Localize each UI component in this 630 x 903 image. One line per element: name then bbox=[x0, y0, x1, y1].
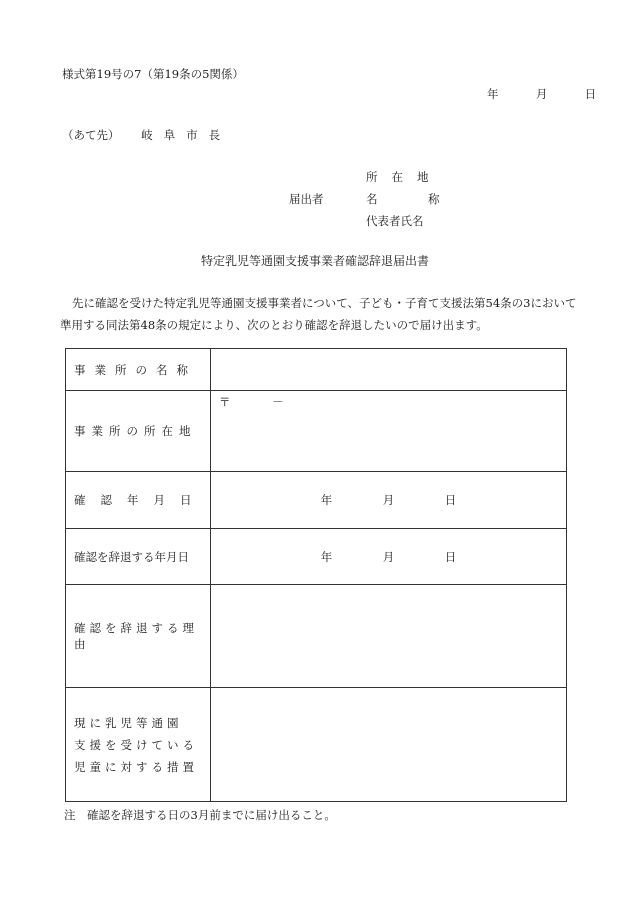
table-row bbox=[66, 585, 567, 688]
document-title: 特定乳児等通園支援事業者確認辞退届出書 bbox=[200, 254, 429, 268]
postal-mark: 〒 bbox=[219, 395, 231, 409]
address-label: 所在地 bbox=[366, 170, 443, 184]
name-label-b: 称 bbox=[428, 192, 440, 206]
body-text: 先に確認を受けた特定乳児等通園支援事業者について、子ども・子育て支援法第54条の3において準用する同法第48条の規定により、次のとおり確認を辞退したいので届け出ます。 bbox=[60, 296, 577, 332]
measures-field[interactable] bbox=[211, 688, 567, 802]
table-row bbox=[66, 391, 567, 472]
header-date-day: 日 bbox=[584, 87, 597, 101]
row-label-reason: 確認を辞退する理由 bbox=[66, 585, 211, 688]
table-row bbox=[66, 472, 567, 529]
confirm-date-field[interactable] bbox=[211, 472, 567, 529]
row-label-confirm-date: 確認年月日 bbox=[66, 472, 211, 529]
table-row bbox=[66, 688, 567, 802]
header-date-year: 年 bbox=[487, 87, 499, 101]
form-table bbox=[65, 348, 567, 802]
name-label bbox=[366, 191, 440, 207]
table-row bbox=[66, 349, 567, 391]
confirm-month: 月 bbox=[382, 493, 395, 507]
row-label-facility-name: 事業所の名称 bbox=[66, 349, 211, 391]
withdrawal-year: 年 bbox=[320, 549, 333, 564]
withdrawal-date-field[interactable] bbox=[211, 529, 567, 585]
withdrawal-day: 日 bbox=[444, 549, 457, 564]
confirm-year: 年 bbox=[320, 493, 333, 507]
row-label-withdrawal-date: 確認を辞退する年月日 bbox=[66, 529, 211, 585]
representative-label: 代表者氏名 bbox=[366, 214, 424, 228]
addressee-prefix: （あて先） bbox=[62, 128, 120, 142]
table-row bbox=[66, 529, 567, 585]
footnote: 注 確認を辞退する日の3月前までに届け出ること。 bbox=[64, 808, 336, 822]
name-label-a: 名 bbox=[366, 192, 378, 206]
applicant-label: 届出者 bbox=[289, 192, 324, 206]
confirm-day: 日 bbox=[444, 493, 457, 507]
facility-name-field[interactable] bbox=[211, 349, 567, 391]
postal-code bbox=[219, 394, 284, 410]
withdrawal-month: 月 bbox=[382, 549, 395, 564]
addressee bbox=[62, 127, 231, 143]
form-number: 様式第19号の7（第19条の5関係） bbox=[62, 67, 244, 81]
postal-dash: － bbox=[272, 395, 284, 409]
row-label-measures: 現に乳児等通園 支援を受けている 児童に対する措置 bbox=[66, 688, 211, 802]
addressee-name: 岐阜市長 bbox=[141, 128, 232, 142]
reason-field[interactable] bbox=[211, 585, 567, 688]
header-date-month: 月 bbox=[535, 87, 548, 101]
facility-address-field[interactable] bbox=[211, 391, 567, 472]
header-date bbox=[487, 86, 596, 102]
row-label-facility-address: 事業所の所在地 bbox=[66, 391, 211, 472]
